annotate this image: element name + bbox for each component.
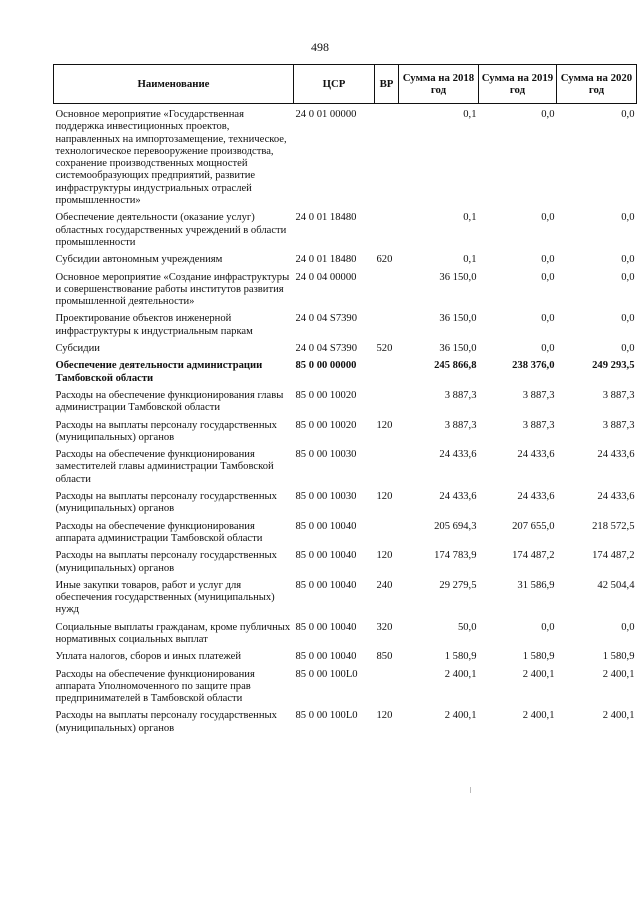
- row-name: Обеспечение деятельности администрации Тамбовской области: [55, 360, 263, 384]
- row-sum-2018: 0,1: [463, 254, 477, 266]
- row-name: Уплата налогов, сборов и иных платежей: [55, 651, 242, 663]
- row-name: Расходы на выплаты персоналу государственных (муниципальных) органов: [55, 491, 277, 515]
- row-vr-code: [375, 521, 399, 551]
- header-sum-2019: Сумма на 2019 год: [479, 65, 557, 104]
- table-row: [54, 390, 637, 420]
- table-row: [54, 104, 637, 213]
- row-sum-2020: 3 887,3: [602, 389, 635, 401]
- row-vr-code: 120: [376, 419, 393, 431]
- row-vr-code: 520: [376, 343, 393, 355]
- row-csr-code: 24 0 04 S7390: [295, 313, 358, 325]
- row-vr-code: [375, 104, 399, 213]
- row-sum-2020: 0,0: [621, 313, 635, 325]
- row-csr-code: 24 0 01 18480: [295, 254, 357, 266]
- table-row: [54, 550, 637, 580]
- row-name: Расходы на выплаты персоналу государственных (муниципальных) органов: [55, 419, 277, 443]
- row-sum-2020: 0,0: [621, 109, 635, 120]
- table-row: [54, 360, 637, 390]
- header-sum-2020: Сумма на 2020 год: [557, 65, 637, 104]
- table-row: [54, 254, 637, 271]
- row-name: Расходы на обеспечение функционирования аппарата администрации Тамбовской области: [55, 520, 263, 544]
- row-csr-code: 85 0 00 10040: [295, 520, 357, 532]
- page-number: 498: [311, 40, 329, 54]
- row-sum-2020: 218 572,5: [592, 520, 635, 532]
- row-sum-2018: 3 887,3: [444, 419, 477, 431]
- table-row: [54, 212, 637, 254]
- row-name: Социальные выплаты гражданам, кроме публичных нормативных социальных выплат: [55, 621, 291, 645]
- row-sum-2018: 36 150,0: [439, 271, 477, 283]
- row-vr-code: 620: [376, 254, 393, 266]
- header-csr: ЦСР: [294, 65, 375, 104]
- table-row: [54, 491, 637, 521]
- row-sum-2019: 0,0: [541, 212, 555, 224]
- table-row: [54, 669, 637, 711]
- row-name: Расходы на выплаты персоналу государственных (муниципальных) органов: [55, 710, 277, 734]
- table-row: [54, 449, 637, 491]
- row-sum-2020: 42 504,4: [597, 579, 635, 591]
- row-vr-code: 850: [376, 651, 393, 663]
- row-sum-2019: 3 887,3: [522, 389, 555, 401]
- row-sum-2019: 0,0: [541, 254, 555, 266]
- table-row: [54, 651, 637, 668]
- row-name: Иные закупки товаров, работ и услуг для обеспечения государственных (муниципальных) нужд: [55, 579, 275, 616]
- row-sum-2018: 24 433,6: [439, 491, 477, 503]
- scan-artifact: [470, 787, 471, 793]
- row-sum-2019: 2 400,1: [522, 668, 555, 680]
- row-name: Основное мероприятие «Создание инфраструктуры и совершенствование работы институтов развития промышленной деятельности»: [55, 271, 290, 308]
- row-sum-2020: 0,0: [621, 621, 635, 633]
- row-vr-code: [375, 390, 399, 420]
- row-csr-code: 24 0 01 00000: [295, 109, 357, 120]
- row-csr-code: 24 0 01 18480: [295, 212, 357, 224]
- row-sum-2020: 24 433,6: [597, 449, 635, 461]
- row-sum-2018: 174 783,9: [434, 550, 477, 562]
- row-sum-2020: 1 580,9: [602, 651, 635, 663]
- row-sum-2018: 0,1: [463, 109, 477, 120]
- row-vr-code: 320: [376, 621, 393, 633]
- row-sum-2019: 174 487,2: [512, 550, 555, 562]
- row-vr-code: [375, 449, 399, 491]
- table-row: [54, 313, 637, 343]
- row-sum-2018: 50,0: [457, 621, 477, 633]
- table-row: [54, 272, 637, 314]
- row-csr-code: 85 0 00 10040: [295, 621, 357, 633]
- row-vr-code: [375, 272, 399, 314]
- row-name: Проектирование объектов инженерной инфраструктуры к индустриальным паркам: [55, 313, 253, 337]
- row-vr-code: 120: [376, 550, 393, 562]
- table-row: [54, 710, 637, 740]
- row-sum-2019: 1 580,9: [522, 651, 555, 663]
- row-sum-2020: 0,0: [621, 212, 635, 224]
- row-sum-2018: 205 694,3: [434, 520, 477, 532]
- row-csr-code: 85 0 00 10040: [295, 550, 357, 562]
- row-sum-2019: 31 586,9: [517, 579, 555, 591]
- row-name: Расходы на обеспечение функционирования главы администрации Тамбовской области: [55, 389, 284, 414]
- budget-table: [53, 64, 637, 740]
- table-header: [54, 65, 637, 104]
- table-body: [54, 104, 637, 741]
- row-sum-2018: 245 866,8: [434, 360, 477, 372]
- row-name: Расходы на выплаты персоналу государственных (муниципальных) органов: [55, 550, 277, 574]
- header-name: Наименование: [54, 65, 294, 104]
- row-sum-2019: 3 887,3: [522, 419, 555, 431]
- row-sum-2020: 0,0: [621, 254, 635, 266]
- table-row: [54, 420, 637, 450]
- row-sum-2018: 0,1: [463, 212, 477, 224]
- row-csr-code: 85 0 00 10020: [295, 389, 357, 401]
- row-csr-code: 85 0 00 10030: [295, 491, 357, 503]
- table-row: [54, 580, 637, 622]
- row-name: Субсидии автономным учреждениям: [55, 254, 223, 266]
- row-vr-code: [375, 669, 399, 711]
- row-sum-2018: 36 150,0: [439, 343, 477, 355]
- row-vr-code: 240: [376, 579, 393, 591]
- row-sum-2020: 249 293,5: [592, 360, 635, 372]
- row-csr-code: 24 0 04 00000: [295, 271, 357, 283]
- row-sum-2019: 2 400,1: [522, 710, 555, 722]
- row-vr-code: 120: [376, 491, 393, 503]
- table-row: [54, 622, 637, 652]
- row-sum-2020: 2 400,1: [602, 668, 635, 680]
- row-vr-code: [375, 360, 399, 390]
- row-sum-2019: 207 655,0: [512, 520, 555, 532]
- budget-table-container: [53, 64, 636, 740]
- row-csr-code: 24 0 04 S7390: [295, 343, 358, 355]
- row-csr-code: 85 0 00 10020: [295, 419, 357, 431]
- row-csr-code: 85 0 00 10030: [295, 449, 357, 461]
- row-vr-code: [375, 313, 399, 343]
- row-sum-2018: 3 887,3: [444, 389, 477, 401]
- row-name: Основное мероприятие «Государственная поддержка инвестиционных проектов, направленных на импортозамещение, техническое, технологическое перевооружение производства, сохранение производственных мощностей системообразующих предприятий, развитие инфраструктуры индустриальных отраслей промышленности»: [55, 109, 287, 207]
- row-csr-code: 85 0 00 100L0: [295, 710, 358, 722]
- row-sum-2019: 0,0: [541, 271, 555, 283]
- row-sum-2020: 0,0: [621, 271, 635, 283]
- row-sum-2020: 174 487,2: [592, 550, 635, 562]
- row-sum-2019: 0,0: [541, 621, 555, 633]
- row-sum-2018: 2 400,1: [444, 710, 477, 722]
- row-sum-2019: 0,0: [541, 109, 555, 120]
- row-sum-2018: 36 150,0: [439, 313, 477, 325]
- row-sum-2018: 29 279,5: [439, 579, 477, 591]
- table-row: [54, 343, 637, 360]
- row-vr-code: 120: [376, 710, 393, 722]
- header-vr: ВР: [375, 65, 399, 104]
- table-row: [54, 521, 637, 551]
- row-name: Расходы на обеспечение функционирования заместителей главы администрации Тамбовской области: [55, 449, 274, 485]
- row-vr-code: [375, 212, 399, 254]
- row-sum-2019: 0,0: [541, 313, 555, 325]
- row-sum-2019: 24 433,6: [517, 449, 555, 461]
- row-sum-2019: 0,0: [541, 343, 555, 355]
- row-csr-code: 85 0 00 10040: [295, 579, 357, 591]
- row-csr-code: 85 0 00 10040: [295, 651, 357, 663]
- row-name: Субсидии: [55, 343, 100, 355]
- row-sum-2018: 1 580,9: [444, 651, 477, 663]
- row-sum-2019: 238 376,0: [512, 360, 555, 372]
- row-sum-2020: 24 433,6: [597, 491, 635, 503]
- row-sum-2020: 3 887,3: [602, 419, 635, 431]
- row-sum-2018: 24 433,6: [439, 449, 477, 461]
- row-csr-code: 85 0 00 00000: [295, 360, 357, 372]
- header-sum-2018: Сумма на 2018 год: [399, 65, 479, 104]
- row-sum-2019: 24 433,6: [517, 491, 555, 503]
- row-sum-2020: 0,0: [621, 343, 635, 355]
- row-sum-2020: 2 400,1: [602, 710, 635, 722]
- row-sum-2018: 2 400,1: [444, 668, 477, 680]
- row-csr-code: 85 0 00 100L0: [295, 668, 358, 680]
- row-name: Обеспечение деятельности (оказание услуг) областных государственных учреждений в области промышленности: [55, 212, 287, 248]
- row-name: Расходы на обеспечение функционирования аппарата Уполномоченного по защите прав предпринимателей в Тамбовской области: [55, 668, 255, 705]
